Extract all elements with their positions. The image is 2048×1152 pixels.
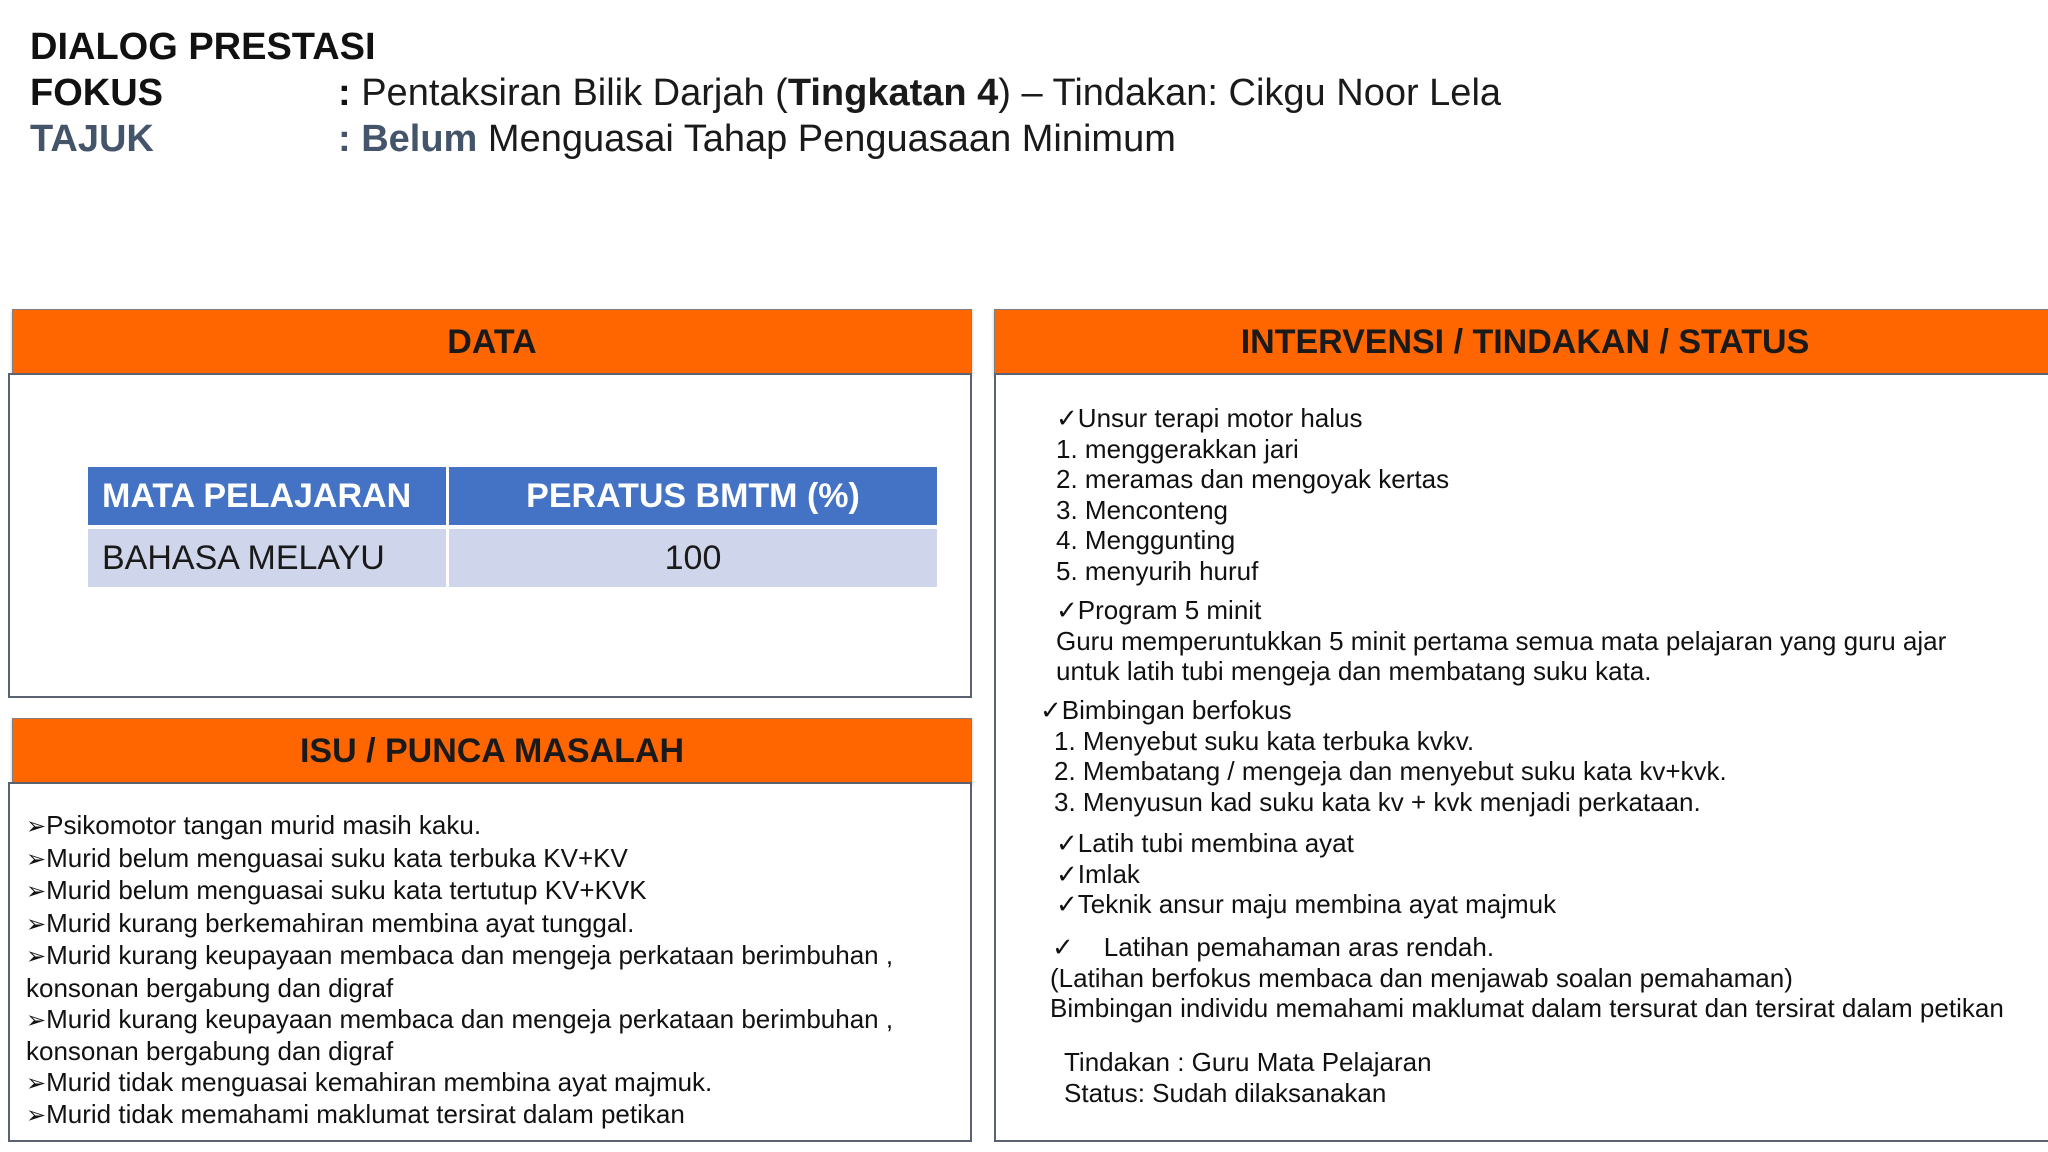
list-item-text: Murid tidak menguasai kemahiran membina ayat majmuk. (46, 1066, 713, 1097)
intervensi-panel (994, 373, 2048, 1142)
focus-value (338, 70, 1501, 116)
g1-item: 2. meramas dan mengoyak kertas (1056, 464, 1450, 495)
g3-title: Bimbingan berfokus (1061, 695, 1292, 725)
arrow-bullet-icon: ➢ (26, 845, 47, 873)
focus-text-post: ) – Tindakan: Cikgu Noor Lela (998, 72, 1502, 114)
check-icon: ✓ (1040, 695, 1062, 725)
status-text: Status: Sudah dilaksanakan (1064, 1077, 1387, 1108)
list-item (26, 843, 966, 876)
check-icon: ✓ (1056, 828, 1078, 858)
arrow-bullet-icon: ➢ (26, 910, 47, 938)
list-item (26, 1067, 966, 1100)
list-item (26, 908, 966, 941)
data-heading: DATA (12, 309, 972, 375)
table-cell-subject: BAHASA MELAYU (88, 525, 449, 587)
arrow-bullet-icon: ➢ (26, 813, 47, 840)
tajuk-line (30, 116, 1176, 162)
g2-title-line (1056, 595, 1261, 626)
g4-item: Latih tubi membina ayat (1077, 828, 1354, 858)
table-cell-percent: 100 (449, 525, 937, 587)
focus-colon: : (338, 72, 351, 114)
g4-item: Imlak (1077, 858, 1140, 889)
tajuk-text-bold: Belum (350, 118, 478, 160)
g5-line: (Latihan berfokus membaca dan menjawab soalan pemahaman) (1050, 962, 1793, 993)
g5-line: Bimbingan individu memahami maklumat dalam tersurat dan tersirat dalam petikan (1050, 993, 2004, 1024)
g1-title-line (1056, 403, 1362, 434)
g2-title: Program 5 minit (1077, 595, 1262, 625)
list-item (26, 1099, 966, 1132)
list-item-text: Psikomotor tangan murid masih kaku. (46, 810, 482, 840)
tajuk-label: TAJUK (30, 118, 154, 160)
arrow-bullet-icon: ➢ (26, 1069, 47, 1097)
check-icon: ✓ (1056, 595, 1078, 625)
g1-item: 1. menggerakkan jari (1056, 433, 1299, 464)
tajuk-colon: : (338, 118, 351, 160)
check-icon: ✓ (1056, 858, 1078, 889)
isu-panel (8, 782, 972, 1142)
arrow-bullet-icon: ➢ (26, 878, 47, 906)
focus-label: FOKUS (30, 72, 163, 114)
g1-item: 5. menyurih huruf (1056, 556, 1259, 586)
page-title: DIALOG PRESTASI (30, 26, 376, 68)
intervensi-heading: INTERVENSI / TINDAKAN / STATUS (994, 309, 2048, 375)
g4-item: Teknik ansur maju membina ayat majmuk (1077, 889, 1557, 920)
g1-item: 3. Menconteng (1056, 494, 1229, 525)
g2-line: untuk latih tubi mengeja dan membatang suku kata. (1056, 656, 1652, 687)
data-table (88, 467, 937, 587)
focus-line (30, 70, 1501, 116)
list-item-text: Murid belum menguasai suku kata tertutup KV+KVK (46, 875, 647, 906)
g3-item: 2. Membatang / mengeja dan menyebut suku kata kv+kvk. (1054, 756, 1727, 787)
arrow-bullet-icon: ➢ (26, 1006, 47, 1034)
focus-text-bold: Tingkatan 4 (787, 72, 999, 114)
list-item-text: Murid belum menguasai suku kata terbuka KV+KV (46, 842, 628, 873)
g5-title: Latihan pemahaman aras rendah. (1103, 932, 1495, 962)
g1-item: 4. Menggunting (1056, 525, 1236, 556)
g1-title: Unsur terapi motor halus (1077, 403, 1363, 433)
arrow-bullet-icon: ➢ (26, 1102, 47, 1130)
list-item (26, 810, 966, 843)
list-item (26, 1004, 966, 1067)
isu-heading: ISU / PUNCA MASALAH (12, 718, 972, 784)
arrow-bullet-icon: ➢ (26, 943, 47, 971)
tajuk-text-post: Menguasai Tahap Penguasaan Minimum (477, 118, 1176, 160)
check-icon: ✓ (1056, 889, 1078, 920)
data-panel (8, 373, 972, 698)
check-icon: ✓ (1052, 932, 1074, 962)
tindakan-text: Tindakan : Guru Mata Pelajaran (1064, 1047, 1432, 1077)
table-header-percent: PERATUS BMTM (%) (449, 467, 937, 525)
table-row (88, 525, 937, 587)
table-header-row (88, 467, 937, 525)
list-item-text: Murid kurang berkemahiran membina ayat tunggal. (46, 907, 635, 938)
g3-item: 3. Menyusun kad suku kata kv + kvk menjadi perkataan. (1054, 786, 1701, 817)
list-item (26, 940, 966, 1003)
g2-line: Guru memperuntukkan 5 minit pertama semua mata pelajaran yang guru ajar (1056, 625, 1947, 656)
table-header-subject: MATA PELAJARAN (88, 467, 449, 525)
g3-item: 1. Menyebut suku kata terbuka kvkv. (1054, 725, 1475, 756)
tajuk-value (338, 116, 1176, 162)
g4-item-line (1056, 828, 1354, 859)
g5-title-line (1052, 932, 1494, 963)
isu-list (26, 810, 966, 1132)
list-item-text: Murid kurang keupayaan membaca dan mengeja perkataan berimbuhan , konsonan bergabung dan digraf (26, 1003, 894, 1067)
focus-text-pre: Pentaksiran Bilik Darjah ( (350, 72, 788, 114)
list-item (26, 875, 966, 908)
g3-title-line (1040, 695, 1292, 726)
list-item-text: Murid kurang keupayaan membaca dan mengeja perkataan berimbuhan , konsonan bergabung dan digraf (26, 940, 894, 1003)
g4-item-line (1056, 859, 1140, 890)
list-item-text: Murid tidak memahami maklumat tersirat dalam petikan (46, 1099, 685, 1130)
g4-item-line (1056, 889, 1556, 920)
check-icon: ✓ (1056, 403, 1078, 433)
